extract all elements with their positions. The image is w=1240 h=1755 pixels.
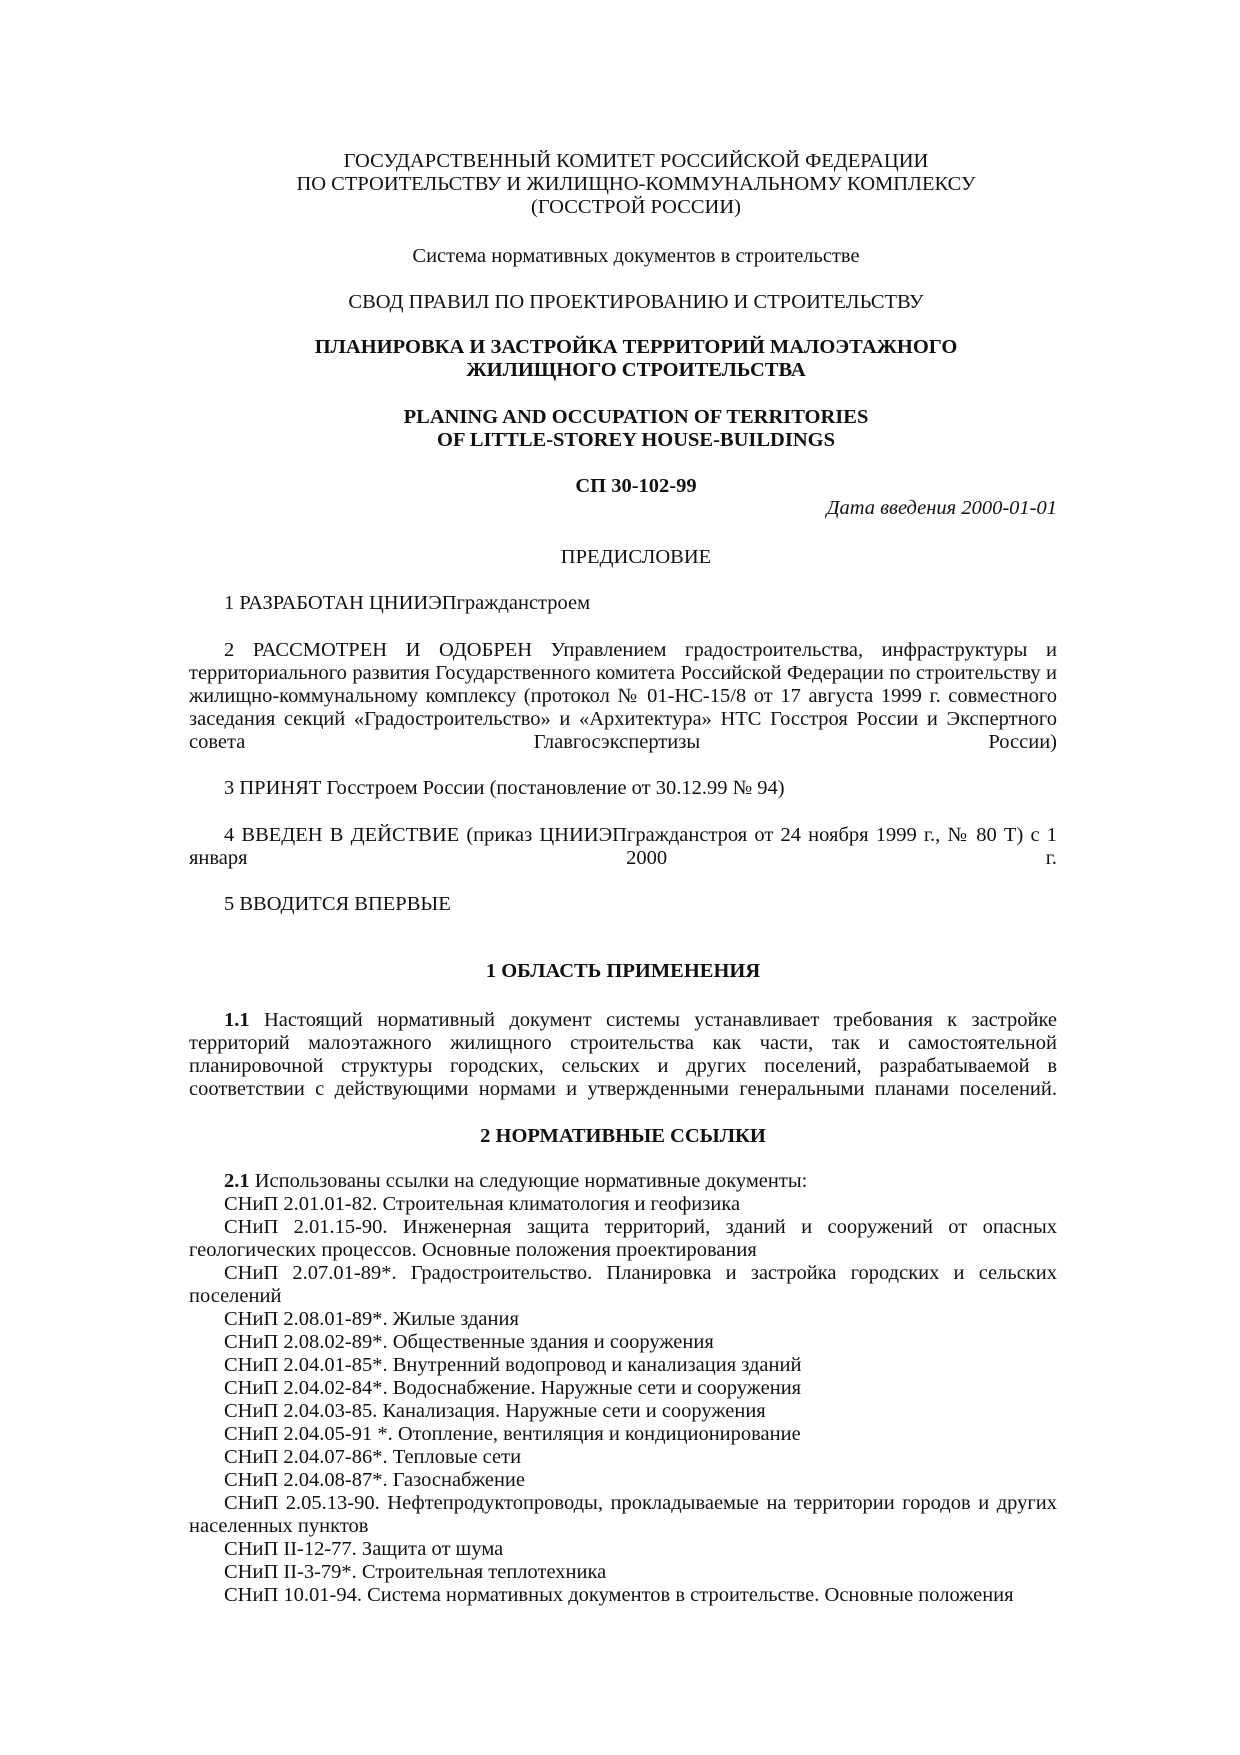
clause-text: Настоящий нормативный документ системы устанавливает требования к застройке территорий малоэтажного жилищного строительства как части, так и самостоятельной планировочной структуры городских, сельских и других поселений, разрабатываемой в соответствии с действующими нормами и утвержденными генеральными планами поселений. [189, 1009, 1057, 1100]
references-list [189, 1170, 1057, 1607]
clause-number: 1.1 [224, 1009, 250, 1031]
preface-item: 5 ВВОДИТСЯ ВПЕРВЫЕ [224, 893, 451, 915]
section-1-1-paragraph [189, 1009, 1057, 1124]
effective-date: Дата введения 2000-01-01 [826, 497, 1057, 519]
document-code: СП 30-102-99 [575, 475, 697, 497]
org-line: ПО СТРОИТЕЛЬСТВУ И ЖИЛИЩНО-КОММУНАЛЬНОМУ КОМПЛЕКСУ [296, 173, 976, 195]
reference-item: СНиП 2.08.02-89*. Общественные здания и сооружения [224, 1331, 714, 1353]
preface-item: 1 РАЗРАБОТАН ЦНИИЭПгражданстроем [224, 592, 591, 614]
preface-item: 4 ВВЕДЕН В ДЕЙСТВИЕ (приказ ЦНИИЭПгражданстроя от 24 ноября 1999 г., № 80 Т) с 1 января 2000 г. [189, 824, 1057, 869]
title-ru-line: ПЛАНИРОВКА И ЗАСТРОЙКА ТЕРРИТОРИЙ МАЛОЭТАЖНОГО [314, 336, 958, 358]
section-1-heading: 1 ОБЛАСТЬ ПРИМЕНЕНИЯ [485, 960, 761, 982]
preface-item: 3 ПРИНЯТ Госстроем России (постановление от 30.12.99 № 94) [224, 777, 785, 799]
title-en-line: OF LITTLE-STOREY HOUSE-BUILDINGS [437, 429, 835, 451]
reference-item: СНиП 2.04.08-87*. Газоснабжение [224, 1469, 526, 1491]
reference-item: СНиП 10.01-94. Система нормативных документов в строительстве. Основные положения [224, 1584, 1014, 1606]
clause-text: Использованы ссылки на следующие нормативные документы: [254, 1170, 808, 1192]
reference-item: СНиП 2.04.03-85. Канализация. Наружные сети и сооружения [224, 1400, 766, 1422]
reference-item: СНиП II-3-79*. Строительная теплотехника [224, 1561, 607, 1583]
reference-item: СНиП 2.04.02-84*. Водоснабжение. Наружные сети и сооружения [224, 1377, 802, 1399]
title-en-line: PLANING AND OCCUPATION OF TERRITORIES [403, 406, 869, 428]
title-en [189, 406, 1083, 452]
code-set: СВОД ПРАВИЛ ПО ПРОЕКТИРОВАНИЮ И СТРОИТЕЛЬСТВУ [348, 291, 924, 313]
clause-number: 2.1 [224, 1170, 250, 1192]
reference-item: СНиП 2.08.01-89*. Жилые здания [224, 1308, 519, 1330]
org-line: ГОСУДАРСТВЕННЫЙ КОМИТЕТ РОССИЙСКОЙ ФЕДЕРАЦИИ [343, 150, 929, 172]
title-ru-line: ЖИЛИЩНОГО СТРОИТЕЛЬСТВА [466, 359, 806, 381]
title-ru [189, 336, 1083, 382]
preface-item: 2 РАССМОТРЕН И ОДОБРЕН Управлением градостроительства, инфраструктуры и территориального развития Государственного комитета Российской Федерации по строительству и жилищно-коммунальному комплексу (протокол № 01-НС-15/8 от 17 августа 1999 г. совместного заседания секций «Градостроительство» и «Архитектура» НТС Госстроя России и Экспертного совета Главгосэкспертизы России) [189, 639, 1057, 753]
reference-item: СНиП 2.01.01-82. Строительная климатология и геофизика [224, 1193, 741, 1215]
org-name [189, 150, 1083, 219]
system-name: Система нормативных документов в строительстве [412, 245, 860, 267]
clause-2-1 [189, 1170, 1057, 1193]
reference-item: СНиП 2.07.01-89*. Градостроительство. Планировка и застройка городских и сельских поселений [189, 1262, 1057, 1307]
reference-item: СНиП II-12-77. Защита от шума [224, 1538, 504, 1560]
reference-item: СНиП 2.04.07-86*. Тепловые сети [224, 1446, 522, 1468]
reference-item: СНиП 2.05.13-90. Нефтепродуктопроводы, прокладываемые на территории городов и других населенных пунктов [189, 1492, 1057, 1537]
org-line: (ГОССТРОЙ РОССИИ) [531, 196, 741, 218]
reference-item: СНиП 2.04.01-85*. Внутренний водопровод и канализация зданий [224, 1354, 802, 1376]
section-2-heading: 2 НОРМАТИВНЫЕ ССЫЛКИ [480, 1125, 766, 1147]
reference-item: СНиП 2.01.15-90. Инженерная защита территорий, зданий и сооружений от опасных геологических процессов. Основные положения проектирования [189, 1216, 1057, 1261]
preface-heading: ПРЕДИСЛОВИЕ [560, 546, 712, 568]
reference-item: СНиП 2.04.05-91 *. Отопление, вентиляция и кондиционирование [224, 1423, 801, 1445]
